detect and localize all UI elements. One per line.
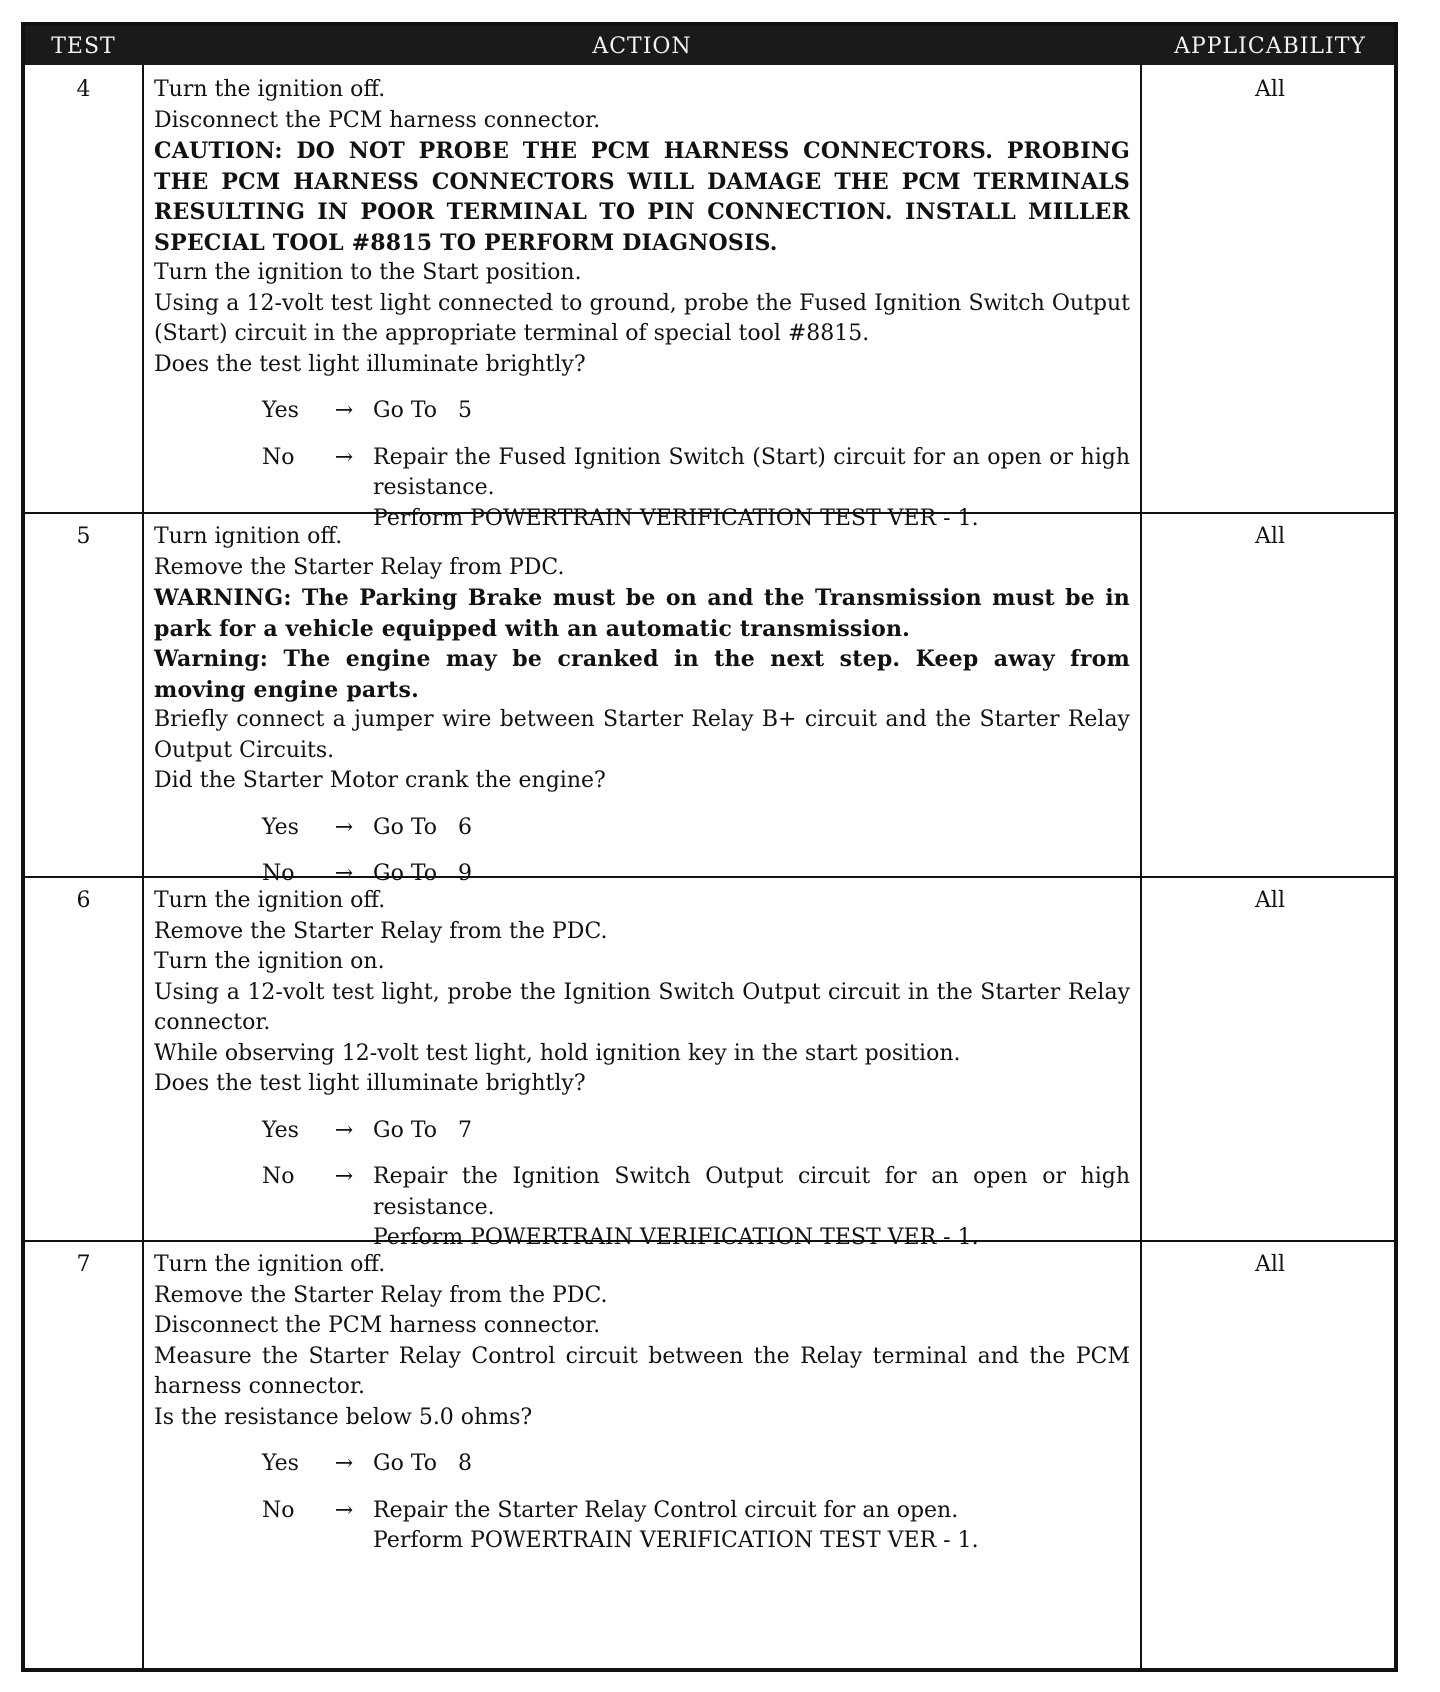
action-line: Turn the ignition on. bbox=[154, 949, 385, 974]
yes-response bbox=[154, 1449, 1130, 1480]
arrow-icon: → bbox=[334, 444, 354, 470]
header-test: TEST bbox=[51, 34, 116, 59]
action-line: Disconnect the PCM harness connector. bbox=[154, 107, 601, 133]
applicability-value: All bbox=[1255, 1252, 1285, 1277]
no-text: Go To 9 bbox=[373, 861, 472, 886]
action-line: Turn ignition off. bbox=[154, 524, 343, 549]
action-line: Remove the Starter Relay from PDC. bbox=[154, 554, 565, 580]
action-line: Disconnect the PCM harness connector. bbox=[154, 1313, 601, 1338]
test-number: 4 bbox=[76, 77, 91, 102]
yes-text: Go To 8 bbox=[373, 1451, 472, 1476]
warning-text: WARNING: The Parking Brake must be on and the Transmission must be in park for a vehicle equipped with an automatic transmission. bbox=[154, 585, 1130, 642]
action-line: Turn the ignition off. bbox=[154, 1252, 386, 1277]
action-cell bbox=[142, 1240, 1142, 1672]
yes-label: Yes bbox=[262, 814, 299, 840]
arrow-icon: → bbox=[334, 1451, 354, 1476]
action-line: Turn the ignition to the Start position. bbox=[154, 260, 582, 285]
action-cell bbox=[142, 65, 1142, 531]
no-text: Repair the Fused Ignition Switch (Start) circuit for an open or high resistance. bbox=[373, 444, 1130, 500]
table-row-test-4 bbox=[25, 65, 1394, 531]
action-line: While observing 12-volt test light, hold ignition key in the start position. bbox=[154, 1040, 961, 1066]
action-line: Does the test light illuminate brightly? bbox=[154, 1071, 586, 1096]
action-line: Remove the Starter Relay from the PDC. bbox=[154, 918, 608, 944]
action-line: Did the Starter Motor crank the engine? bbox=[154, 768, 606, 793]
yes-response bbox=[154, 1116, 1130, 1147]
no-text: Repair the Starter Relay Control circuit for an open. bbox=[373, 1497, 959, 1523]
action-line: Briefly connect a jumper wire between Starter Relay B+ circuit and the Starter Relay Output Circuits. bbox=[154, 707, 1130, 763]
yes-text: Go To 7 bbox=[373, 1117, 472, 1143]
action-line: Is the resistance below 5.0 ohms? bbox=[154, 1404, 533, 1430]
header-action: ACTION bbox=[592, 34, 692, 59]
action-line: Using a 12-volt test light connected to ground, probe the Fused Ignition Switch Output (Start) circuit in the appropriate terminal of special tool #8815. bbox=[154, 290, 1130, 346]
no-text-verify: Perform POWERTRAIN VERIFICATION TEST VER - 1. bbox=[373, 505, 979, 531]
no-text-verify: Perform POWERTRAIN VERIFICATION TEST VER - 1. bbox=[373, 1225, 979, 1250]
arrow-icon: → bbox=[334, 1117, 354, 1143]
arrow-icon: → bbox=[334, 1497, 354, 1523]
no-response bbox=[154, 1496, 1130, 1557]
action-cell bbox=[142, 512, 1142, 886]
no-label: No bbox=[262, 1164, 295, 1189]
table-row-test-7 bbox=[25, 1240, 1394, 1672]
yes-label: Yes bbox=[262, 398, 299, 423]
action-line: Does the test light illuminate brightly? bbox=[154, 351, 586, 377]
no-text-verify: Perform POWERTRAIN VERIFICATION TEST VER - 1. bbox=[373, 1528, 979, 1553]
action-line: Turn the ignition off. bbox=[154, 77, 386, 102]
table-row-test-5 bbox=[25, 512, 1394, 886]
applicability-value: All bbox=[1255, 524, 1285, 549]
yes-response bbox=[154, 813, 1130, 844]
yes-text: Go To 6 bbox=[373, 814, 472, 840]
action-line: Remove the Starter Relay from the PDC. bbox=[154, 1282, 608, 1308]
table-header bbox=[25, 26, 1394, 65]
diagnostic-table bbox=[21, 22, 1398, 1672]
no-label: No bbox=[262, 861, 295, 886]
arrow-icon: → bbox=[334, 1164, 354, 1189]
action-cell bbox=[142, 876, 1142, 1250]
warning-text: Warning: The engine may be cranked in the next step. Keep away from moving engine parts. bbox=[154, 646, 1130, 703]
test-number: 6 bbox=[76, 888, 91, 913]
test-number: 5 bbox=[76, 524, 91, 549]
action-line: Measure the Starter Relay Control circuit between the Relay terminal and the PCM harness connector. bbox=[154, 1343, 1130, 1399]
yes-text: Go To 5 bbox=[373, 398, 472, 423]
arrow-icon: → bbox=[334, 861, 354, 886]
yes-response bbox=[154, 396, 1130, 427]
no-label: No bbox=[262, 444, 295, 470]
no-label: No bbox=[262, 1497, 295, 1523]
applicability-value: All bbox=[1255, 77, 1285, 102]
caution-text: CAUTION: DO NOT PROBE THE PCM HARNESS CONNECTORS. PROBING THE PCM HARNESS CONNECTORS WILL DAMAGE THE PCM TERMINALS RESULTING IN POOR TERMINAL TO PIN CONNECTION. INSTALL MILLER SPECIAL TOOL #8815 TO PERFORM DIAGNOSIS. bbox=[154, 138, 1130, 256]
test-number: 7 bbox=[76, 1252, 91, 1277]
no-text: Repair the Ignition Switch Output circuit for an open or high resistance. bbox=[373, 1164, 1130, 1220]
arrow-icon: → bbox=[334, 814, 354, 840]
header-applicability: APPLICABILITY bbox=[1174, 34, 1366, 59]
yes-label: Yes bbox=[262, 1117, 299, 1143]
action-line: Using a 12-volt test light, probe the Ignition Switch Output circuit in the Starter Relay connector. bbox=[154, 979, 1130, 1035]
applicability-value: All bbox=[1255, 888, 1285, 913]
arrow-icon: → bbox=[334, 398, 354, 423]
yes-label: Yes bbox=[262, 1451, 299, 1476]
table-row-test-6 bbox=[25, 876, 1394, 1250]
action-line: Turn the ignition off. bbox=[154, 888, 386, 913]
